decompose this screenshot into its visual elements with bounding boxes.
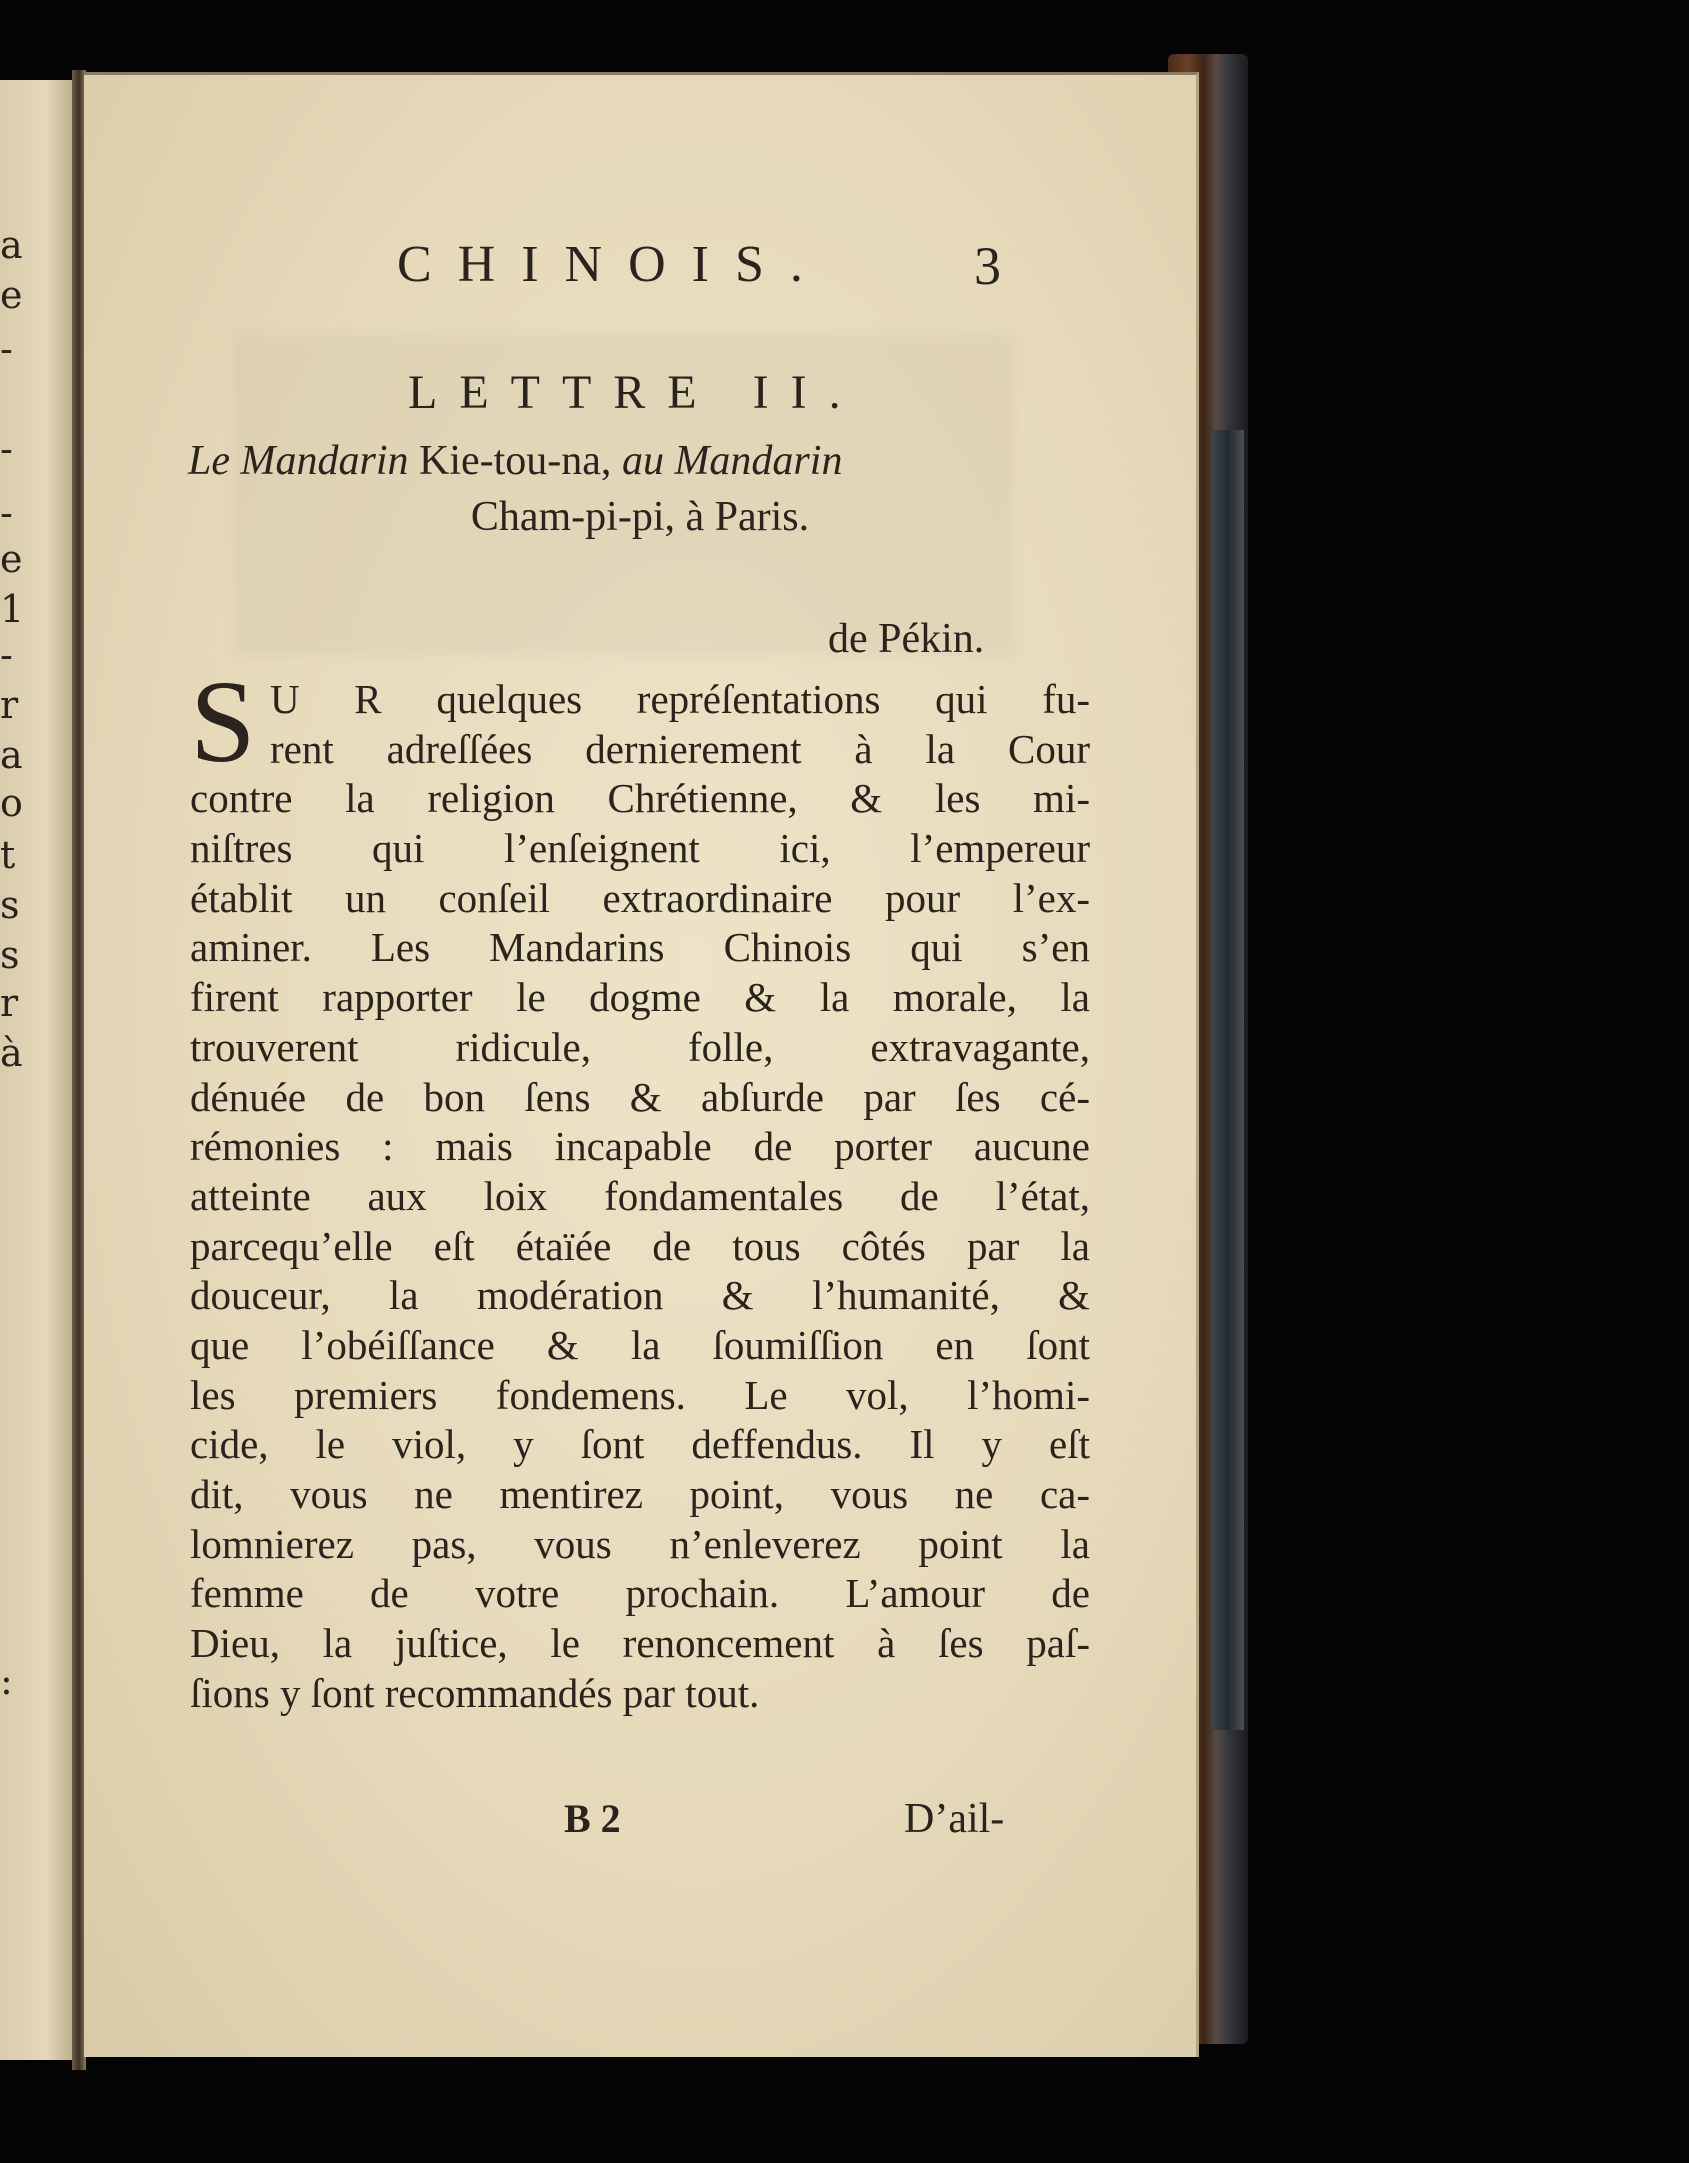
address-au: au <box>621 438 664 484</box>
page-number: 3 <box>974 236 1001 296</box>
body-line: aminer. Les Mandarins Chinois qui s’en <box>190 924 1090 971</box>
letter-address-line-2: Cham-pi-pi, à Paris. <box>470 494 810 540</box>
left-fragment: - <box>0 427 13 471</box>
address-mandarin-2: Mandarin <box>674 438 843 484</box>
left-fragment: a <box>0 733 23 777</box>
body-line: dénuée de bon ſens & abſurde par ſes cé- <box>190 1073 1090 1120</box>
body-line: rémonies : mais incapable de porter aucune <box>190 1123 1090 1170</box>
body-line: Dieu, la juſtice, le renoncement à ſes paſ- <box>190 1620 1090 1667</box>
left-page-edge <box>0 80 78 2060</box>
left-fragment: : <box>0 1659 13 1703</box>
body-line: dit, vous ne mentirez point, vous ne ca- <box>190 1471 1090 1517</box>
catchword: D’ail- <box>904 1796 1005 1842</box>
body-line: ſions y ſont recommandés par tout. <box>190 1669 760 1716</box>
letter-body <box>190 675 1090 1718</box>
address-le: Le <box>188 438 230 484</box>
address-mandarin-1: Mandarin <box>240 438 409 484</box>
body-line: trouverent ridicule, folle, extravagante, <box>190 1023 1090 1070</box>
left-fragment: à <box>0 1031 23 1075</box>
left-fragment: s <box>0 933 20 977</box>
body-line: niſtres qui l’enſeignent ici, l’empereur <box>190 825 1090 872</box>
body-line: U R quelques repréſentations qui fu- <box>270 676 1090 722</box>
left-fragment: a <box>0 223 23 267</box>
body-line: atteinte aux loix fondamentales de l’état, <box>190 1172 1090 1219</box>
signature-mark: B 2 <box>564 1796 621 1841</box>
left-fragment: - <box>0 633 13 677</box>
letter-heading: LETTRE II. <box>408 366 863 419</box>
body-line: parcequ’elle eſt étaïée de tous côtés par la <box>190 1222 1090 1269</box>
running-title: CHINOIS. <box>397 236 829 293</box>
body-line: établit un conſeil extraordinaire pour l’ex- <box>190 874 1090 921</box>
body-line: cide, le viol, y ſont deffendus. Il y eſt <box>190 1421 1090 1468</box>
body-line: que l’obéiſſance & la ſoumiſſion en ſont <box>190 1321 1090 1368</box>
left-fragment: - <box>0 327 13 371</box>
letter-address-line-1 <box>188 437 1088 485</box>
body-line: firent rapporter le dogme & la morale, la <box>190 974 1090 1021</box>
body-line: lomnierez pas, vous n’enleverez point la <box>190 1520 1090 1567</box>
address-sender: Kie-tou-na, <box>419 438 612 484</box>
book-spine-strip <box>1212 430 1244 1730</box>
body-line: contre la religion Chrétienne, & les mi- <box>190 775 1090 822</box>
left-fragment: e <box>0 537 23 581</box>
left-fragment: r <box>0 981 19 1025</box>
left-fragment: t <box>0 833 16 877</box>
body-line: les premiers fondemens. Le vol, l’homi- <box>190 1371 1090 1418</box>
left-fragment: e <box>0 273 23 317</box>
left-fragment: o <box>0 781 23 825</box>
body-line: rent adreſſées dernierement à la Cour <box>270 725 1090 772</box>
left-fragment: - <box>0 491 13 535</box>
body-line: femme de votre prochain. L’amour de <box>190 1570 1090 1617</box>
drop-cap: S <box>190 656 256 787</box>
body-line: douceur, la modération & l’humanité, & <box>190 1272 1090 1319</box>
left-fragment: r <box>0 683 19 727</box>
left-fragment: s <box>0 883 20 927</box>
dateline: de Pékin. <box>828 616 985 662</box>
left-fragment: 1 <box>0 587 25 631</box>
right-page <box>84 72 1199 2057</box>
